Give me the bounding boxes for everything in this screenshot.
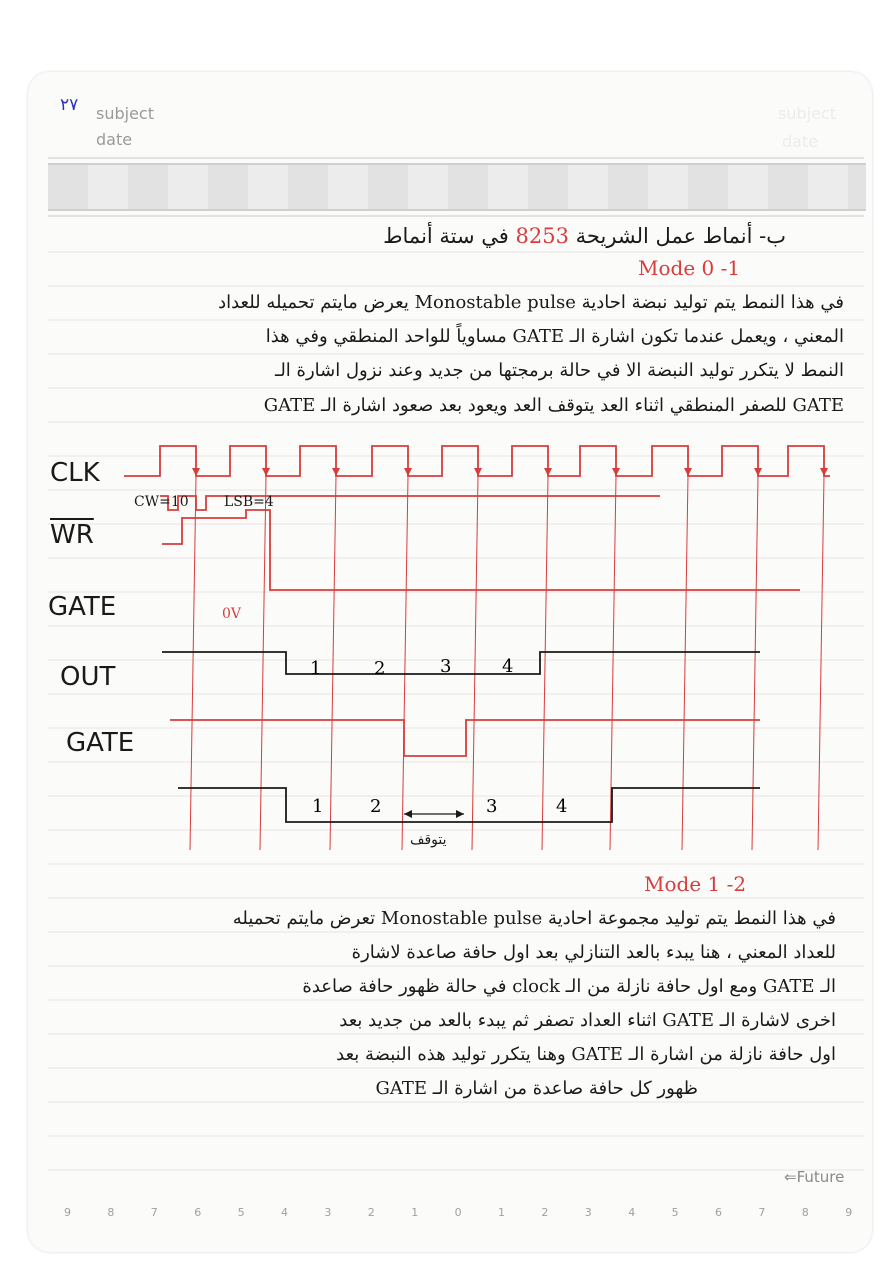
ruler-number: 6 <box>715 1206 722 1219</box>
clk-falling-edge-arrow <box>404 468 412 476</box>
timing-marker-line <box>260 476 266 850</box>
section-title <box>383 224 786 248</box>
timing-marker-line <box>818 476 824 850</box>
clk-falling-edge-arrow <box>754 468 762 476</box>
gate-zero-label: 0V <box>222 606 242 622</box>
pause-label: يتوقف <box>410 832 447 848</box>
ghost-date: date <box>782 132 819 151</box>
clk-falling-edge-arrow <box>192 468 200 476</box>
mode0-line-1: في هذا النمط يتم توليد نبضة احادية Monostable pulse يعرض مايتم تحميله للعداد <box>218 292 844 313</box>
timing-marker-line <box>330 476 336 850</box>
timing-marker-line <box>472 476 478 850</box>
out-count-3: 3 <box>440 656 452 677</box>
ruler-number: 7 <box>758 1206 766 1219</box>
corner-mark: ٢٧ <box>60 95 79 115</box>
ruler-number: 6 <box>194 1206 202 1219</box>
ruler-number: 3 <box>324 1206 332 1219</box>
clk-falling-edge-arrow <box>474 468 482 476</box>
mode0-line-4: GATE للصفر المنطقي اثناء العد يتوقف العد ويعود بعد صعود اشارة الـ GATE <box>263 395 844 416</box>
ruler-number: 4 <box>281 1206 288 1219</box>
clk-falling-edge-arrow <box>820 468 828 476</box>
timing-marker-line <box>542 476 548 850</box>
mode1-line-6: ظهور كل حافة صاعدة من اشارة الـ GATE <box>375 1078 698 1099</box>
second-out-waveform <box>178 788 760 822</box>
clk-falling-edge-arrow <box>684 468 692 476</box>
mode1-line-3: الـ GATE ومع اول حافة نازلة من الـ clock في حالة ظهور حافة صاعدة <box>302 976 836 997</box>
future-logo: ⇐Future <box>784 1168 845 1186</box>
ruler-number: 2 <box>541 1206 549 1219</box>
signal-wr: $\overline{WR}$ <box>50 520 94 550</box>
second-count-4: 4 <box>556 796 568 817</box>
clk-falling-edge-arrow <box>612 468 620 476</box>
timing-marker-line <box>190 476 196 850</box>
ruler-number: 8 <box>107 1206 115 1219</box>
mode1-line-4: اخرى لاشارة الـ GATE اثناء العداد تصفر ثم يبدء بالعد من جديد بعد <box>339 1010 836 1031</box>
ruler-number: 9 <box>64 1206 71 1219</box>
timing-marker-line <box>402 476 408 850</box>
mode0-line-3: النمط لا يتكرر توليد النبضة الا في حالة برمجتها من جديد وعند نزول اشارة الـ <box>275 360 844 381</box>
clk-falling-edge-arrow <box>544 468 552 476</box>
out-waveform <box>162 652 760 674</box>
mode1-line-5: اول حافة نازلة من اشارة الـ GATE وهنا يتكرر توليد هذه النبضة بعد <box>336 1044 836 1065</box>
header-band <box>48 163 866 211</box>
second-count-1: 1 <box>312 796 324 817</box>
cw-label: CW=10 <box>134 494 189 510</box>
gate2-waveform <box>170 720 760 756</box>
subject-label: subject <box>96 104 154 123</box>
mode1-heading: Mode 1 -2 <box>644 872 747 896</box>
mode0-heading: Mode 0 -1 <box>638 256 741 280</box>
signal-gate-1: GATE <box>48 592 117 622</box>
title-suffix: في ستة أنماط <box>383 224 509 248</box>
mode1-line-1: في هذا النمط يتم توليد مجموعة احادية Monostable pulse تعرض مايتم تحميله <box>232 908 836 929</box>
ruler-number: 9 <box>845 1206 853 1219</box>
ruler-number: 5 <box>671 1206 679 1219</box>
clk-falling-edge-arrow <box>332 468 340 476</box>
ruler-number: 4 <box>628 1206 636 1219</box>
signal-out: OUT <box>60 662 116 692</box>
clk-falling-edge-arrow <box>262 468 270 476</box>
signal-clk: CLK <box>50 458 100 488</box>
ruler-number: 0 <box>454 1206 462 1219</box>
ruler-number: 8 <box>801 1206 809 1219</box>
gate1-waveform <box>162 510 800 590</box>
pause-arrow-right-head <box>456 810 464 818</box>
ruler-number: 2 <box>367 1206 375 1219</box>
signal-gate-2: GATE <box>66 728 135 758</box>
timing-marker-line <box>752 476 758 850</box>
chip-number: 8253 <box>515 224 569 248</box>
title-prefix: ب- أنماط عمل الشريحة <box>575 224 786 248</box>
date-label: date <box>96 130 133 149</box>
timing-marker-line <box>610 476 616 850</box>
second-count-2: 2 <box>370 796 382 817</box>
ruler-number: 3 <box>584 1206 592 1219</box>
second-count-3: 3 <box>486 796 498 817</box>
mode1-line-2: للعداد المعني ، هنا يبدء بالعد التنازلي بعد اول حافة صاعدة لاشارة <box>351 942 836 963</box>
out-count-2: 2 <box>374 658 386 679</box>
ruler-number: 7 <box>150 1206 158 1219</box>
lsb-label: LSB=4 <box>224 494 274 510</box>
pause-arrow-left-head <box>404 810 412 818</box>
ruler-number: 5 <box>237 1206 245 1219</box>
ruler-number: 1 <box>498 1206 505 1219</box>
timing-marker-line <box>682 476 688 850</box>
ruler-number: 1 <box>411 1206 419 1219</box>
out-count-1: 1 <box>310 658 322 679</box>
ghost-subject: subject <box>778 104 836 123</box>
mode0-line-2: المعني ، ويعمل عندما تكون اشارة الـ GATE مساوياً للواحد المنطقي وفي هذا <box>265 326 844 347</box>
out-count-4: 4 <box>502 656 514 677</box>
